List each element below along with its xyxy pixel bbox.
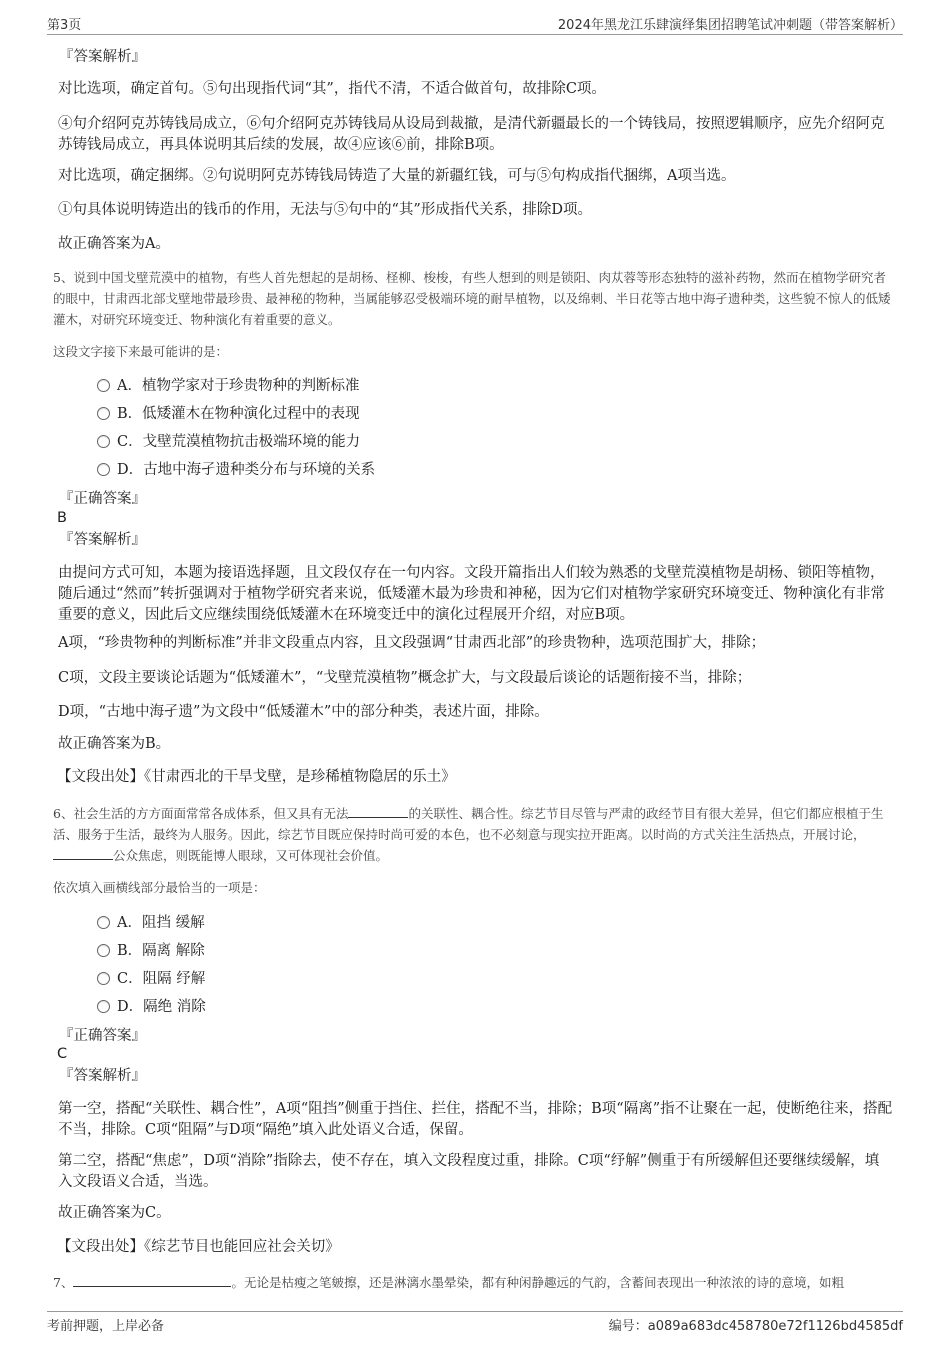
q4-analysis-para-1: 对比选项，确定首句。⑤句出现指代词“其”，指代不清，不适合做首句，故排除C项。 xyxy=(58,81,606,97)
radio-icon[interactable] xyxy=(97,944,110,957)
radio-icon[interactable] xyxy=(97,435,110,448)
q6-option-d[interactable]: D．隔绝 消除 xyxy=(97,997,206,1017)
q6-source: 【文段出处】《综艺节目也能回应社会关切》 xyxy=(57,1239,340,1255)
q6-question: 依次填入画横线部分最恰当的一项是： xyxy=(53,880,266,895)
q4-analysis-label: 『答案解析』 xyxy=(59,49,146,65)
q5-analysis-para-3: C项，文段主要谈论话题为“低矮灌木”，“戈壁荒漠植物”概念扩大，与文段最后谈论的话题衔接不当，排除； xyxy=(58,670,752,686)
radio-icon[interactable] xyxy=(97,1000,110,1013)
q5-analysis-label: 『答案解析』 xyxy=(59,532,146,548)
q6-option-c[interactable]: C．阻隔 纾解 xyxy=(97,969,205,989)
q7-stem: 7、 。无论是枯瘦之笔皴擦，还是淋漓水墨晕染，都有种闲静趣远的气韵，含蓄间表现出一种浓浓的诗的意境，如粗 xyxy=(53,1275,844,1290)
radio-icon[interactable] xyxy=(97,916,110,929)
q6-correct-label: 『正确答案』 xyxy=(59,1028,146,1044)
q5-question: 这段文字接下来最可能讲的是： xyxy=(53,344,229,359)
q5-correct-label: 『正确答案』 xyxy=(59,491,146,507)
q4-analysis-para-2: ④句介绍阿克苏铸钱局成立，⑥句介绍阿克苏铸钱局从设局到裁撤，是清代新疆最长的一个铸钱局，按照逻辑顺序，应先介绍阿克苏铸钱局成立，再具体说明其后续的发展，故④应该⑥前，排除B项。 xyxy=(58,116,885,153)
q5-answer-conclusion: 故正确答案为B。 xyxy=(58,736,171,752)
q5-analysis-para-4: D项，“古地中海孑遗”为文段中“低矮灌木”中的部分种类，表述片面，排除。 xyxy=(58,704,549,720)
q6-stem: 6、社会生活的方方面面常常各成体系，但又具有无法 的关联性、耦合性。综艺节目尽管与严肃的政经节目有很大差异，但它们都应根植于生活、服务于生活，最终为人服务。因此，综艺节目既应保持时尚可爱的本色，也不必刻意与现实拉开距离。以时尚的方式关注生活热点，开展讨论，公众焦虑，则既能博人眼球，又可体现社会价值。 xyxy=(53,806,884,863)
q6-analysis-para-2: 第二空，搭配“焦虑”，D项“消除”指除去，使不存在，填入文段程度过重，排除。C项“纾解”侧重于有所缓解但还要继续缓解，填入文段语义合适，当选。 xyxy=(58,1153,880,1190)
q4-answer-conclusion: 故正确答案为A。 xyxy=(58,236,170,252)
page-header xyxy=(47,14,903,35)
footer-slogan: 考前押题，上岸必备 xyxy=(47,1319,165,1334)
q6-option-b[interactable]: B．隔离 解除 xyxy=(97,941,205,961)
q5-option-c[interactable]: C．戈壁荒漠植物抗击极端环境的能力 xyxy=(97,432,360,452)
fill-blank-q7 xyxy=(73,1274,231,1287)
q5-analysis-para-2: A项，“珍贵物种的判断标准”并非文段重点内容，且文段强调“甘肃西北部”的珍贵物种，选项范围扩大，排除； xyxy=(58,635,766,651)
q6-analysis-para-1: 第一空，搭配“关联性、耦合性”，A项“阻挡”侧重于挡住、拦住，搭配不当，排除；B项“隔离”指不让聚在一起，使断绝往来，搭配不当，排除。C项“阻隔”与D项“隔绝”填入此处语义合适，保留。 xyxy=(58,1101,893,1138)
q5-source: 【文段出处】《甘肃西北的干旱戈壁，是珍稀植物隐居的乐土》 xyxy=(57,769,456,785)
q6-correct-answer: C xyxy=(57,1046,68,1062)
q6-analysis-label: 『答案解析』 xyxy=(59,1068,146,1084)
radio-icon[interactable] xyxy=(97,379,110,392)
document-title: 2024年黑龙江乐肆演绎集团招聘笔试冲刺题（带答案解析） xyxy=(557,18,903,33)
fill-blank-2 xyxy=(53,847,113,860)
radio-icon[interactable] xyxy=(97,972,110,985)
q5-analysis-para-1: 由提问方式可知，本题为接语选择题，且文段仅存在一句内容。文段开篇指出人们较为熟悉的戈壁荒漠植物是胡杨、锁阳等植物，随后通过“然而”转折强调对于植物学研究者来说，低矮灌木最为珍贵和神秘，因为它们对植物学家研究环境变迁、物种演化有非常重要的意义，因此后文应继续围绕低矮灌木在环境变迁中的演化过程展开介绍，对应B项。 xyxy=(58,565,885,623)
q5-option-d[interactable]: D．古地中海孑遗种类分布与环境的关系 xyxy=(97,460,375,480)
q5-correct-answer: B xyxy=(57,510,67,526)
q6-option-a[interactable]: A．阻挡 缓解 xyxy=(97,913,205,933)
q5-option-b[interactable]: B．低矮灌木在物种演化过程中的表现 xyxy=(97,404,360,424)
document-code: 编号：a089a683dc458780e72f1126bd4585df xyxy=(608,1319,903,1334)
q4-analysis-para-4: ①句具体说明铸造出的钱币的作用，无法与⑤句中的“其”形成指代关系，排除D项。 xyxy=(58,202,592,218)
q5-stem: 5、说到中国戈壁荒漠中的植物，有些人首先想起的是胡杨、柽柳、梭梭，有些人想到的则是锁阳、肉苁蓉等形态独特的滋补药物，然而在植物学研究者的眼中，甘肃西北部戈壁地带最珍贵、最神秘的物种，当属能够忍受极端环境的耐旱植物，以及绵刺、半日花等古地中海孑遗种类，这些貌不惊人的低矮灌木，对研究环境变迁、物种演化有着重要的意义。 xyxy=(53,270,891,327)
radio-icon[interactable] xyxy=(97,463,110,476)
q6-answer-conclusion: 故正确答案为C。 xyxy=(58,1205,171,1221)
q4-analysis-para-3: 对比选项，确定捆绑。②句说明阿克苏铸钱局铸造了大量的新疆红钱，可与⑤句构成指代捆绑，A项当选。 xyxy=(58,168,736,184)
fill-blank-1 xyxy=(348,805,408,818)
page-footer xyxy=(47,1311,903,1335)
q5-option-a[interactable]: A．植物学家对于珍贵物种的判断标准 xyxy=(97,376,359,396)
page-number: 第3页 xyxy=(47,18,82,33)
radio-icon[interactable] xyxy=(97,407,110,420)
